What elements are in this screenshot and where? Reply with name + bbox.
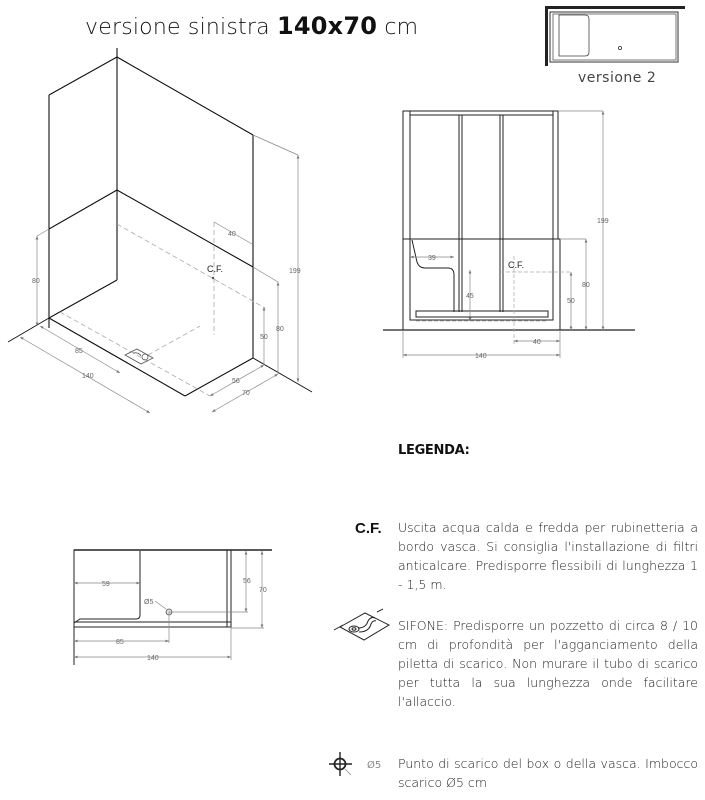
legend-drain-text: Punto di scarico del box o della vasca. Imbocco scarico Ø5 cm bbox=[398, 756, 698, 790]
front-dim-cf-height: 50 bbox=[567, 298, 575, 305]
thumbnail-label: versione 2 bbox=[578, 70, 657, 86]
plan-view bbox=[74, 550, 272, 665]
iso-dim-drain-depth: 56 bbox=[232, 378, 240, 385]
title-dimensions: 140x70 bbox=[276, 12, 378, 40]
front-dim-seat-height: 45 bbox=[466, 293, 474, 300]
front-dim-tub-height: 80 bbox=[582, 282, 590, 289]
plan-dim-drain-depth: 56 bbox=[243, 578, 251, 585]
title-unit: cm bbox=[384, 15, 419, 40]
plan-dim-drain-dia: Ø5 bbox=[144, 599, 154, 606]
plan-dim-seat-length: 59 bbox=[102, 581, 110, 588]
iso-dim-length: 140 bbox=[82, 373, 94, 380]
legend-drain-key: Ø5 bbox=[367, 760, 382, 771]
title-prefix: versione sinistra bbox=[85, 15, 270, 40]
plan-dim-depth: 70 bbox=[259, 587, 267, 594]
front-dim-cf-offset: 40 bbox=[533, 339, 541, 346]
iso-dim-drain-length: 85 bbox=[75, 348, 83, 355]
legend-cf-text: Uscita acqua calda e fredda per rubinetteria a bordo vasca. Si consiglia l'installazione di filtri anticalcare. Predisporre flessibili di lunghezza 1 - 1,5 m. bbox=[398, 520, 698, 592]
isometric-view bbox=[8, 48, 312, 396]
legend-cf-key: C.F. bbox=[355, 520, 382, 537]
iso-cf-label: C.F. bbox=[207, 264, 224, 274]
front-cf-label: C.F. bbox=[508, 260, 525, 270]
iso-dim-total-height: 199 bbox=[289, 268, 301, 275]
thumbnail-plan bbox=[545, 6, 685, 66]
iso-dim-cf-height: 50 bbox=[260, 334, 268, 341]
isometric-dimension-lines bbox=[20, 135, 298, 413]
plan-dim-drain-length: 85 bbox=[116, 639, 124, 646]
iso-dim-depth: 70 bbox=[242, 390, 250, 397]
front-hidden-lines bbox=[416, 256, 572, 344]
front-dim-length: 140 bbox=[475, 353, 487, 360]
drain-point-icon bbox=[329, 752, 352, 776]
iso-dim-cf-offset: 40 bbox=[228, 231, 236, 238]
front-dim-seat-width: 39 bbox=[428, 255, 436, 262]
siphon-icon bbox=[334, 609, 389, 640]
plan-dim-length: 140 bbox=[147, 655, 159, 662]
legend-heading: LEGENDA: bbox=[398, 443, 470, 458]
iso-dim-tub-height: 80 bbox=[276, 326, 284, 333]
legend-siphon-text: SIFONE: Predisporre un pozzetto di circa 8 / 10 cm di profondità per l'agganciamento della piletta di scarico. Non murare il tubo di scarico per tutta la sua lunghezza onde facilitare l'allaccio. bbox=[398, 618, 698, 709]
plan-dimension-lines bbox=[74, 551, 264, 660]
front-dim-total-height: 199 bbox=[597, 218, 609, 225]
iso-dim-wall-height: 80 bbox=[32, 278, 40, 285]
isometric-hidden-lines bbox=[60, 222, 265, 396]
